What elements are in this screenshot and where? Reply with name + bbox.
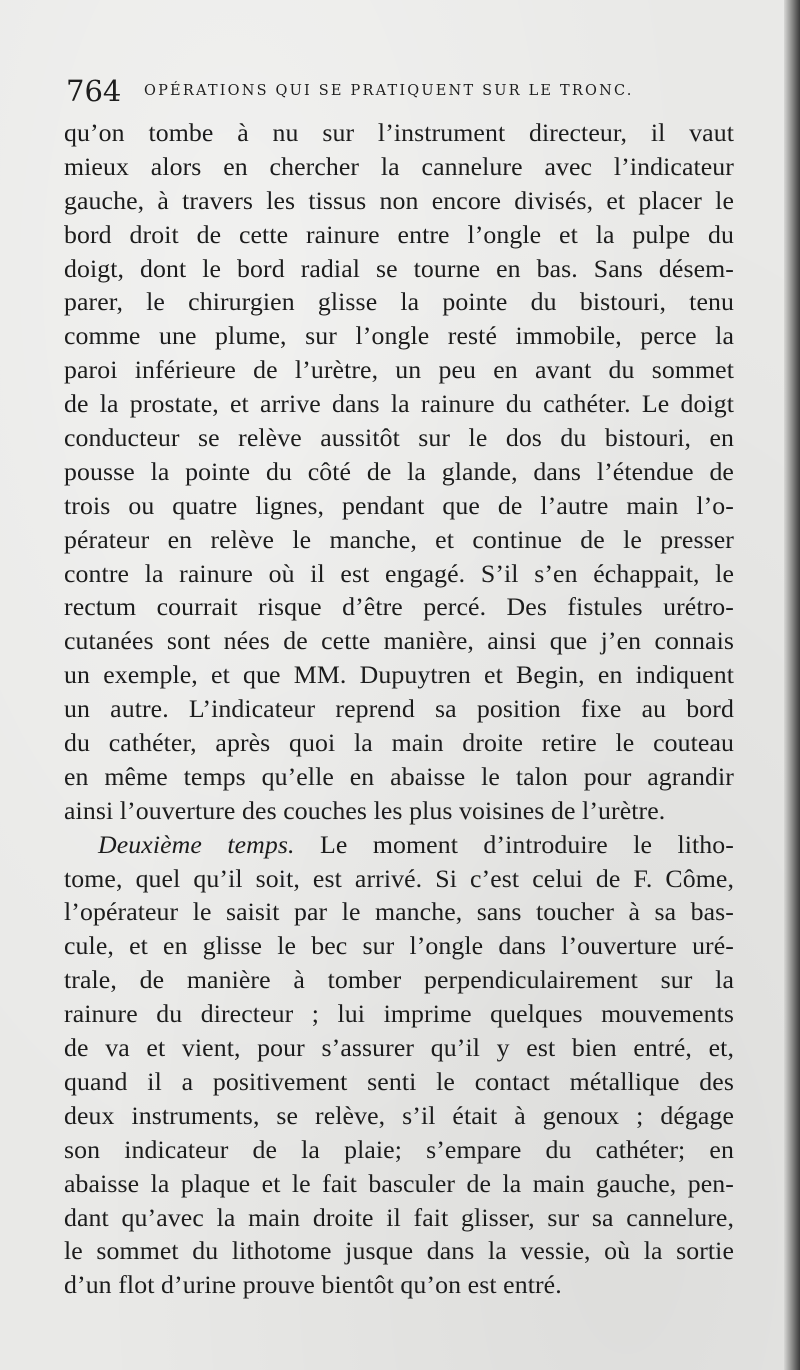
page-edge-shadow — [784, 0, 800, 1370]
text-line: de va et vient, pour s’assurer qu’il y est bien entré, et, — [64, 1033, 734, 1063]
text-line: rainure du directeur ; lui imprime quelques mouvements — [64, 999, 734, 1029]
text-line: mieux alors en chercher la cannelure avec l’indicateur — [64, 151, 734, 181]
text-line: pousse la pointe du côté de la glande, dans l’étendue de — [64, 456, 734, 486]
text-line: de la prostate, et arrive dans la rainure du cathéter. Le doigt — [64, 389, 734, 419]
text-line: le sommet du lithotome jusque dans la vessie, où la sortie — [64, 1236, 734, 1266]
text-line: comme une plume, sur l’ongle resté immobile, perce la — [64, 321, 734, 351]
text-line: cutanées sont nées de cette manière, ainsi que j’en connais — [64, 626, 734, 656]
text-line: doigt, dont le bord radial se tourne en bas. Sans désem- — [64, 253, 734, 283]
text-line: dant qu’avec la main droite il fait glisser, sur sa cannelure, — [64, 1202, 734, 1232]
text-line: en même temps qu’elle en abaisse le talon pour agrandir — [64, 761, 734, 791]
text-line: son indicateur de la plaie; s’empare du cathéter; en — [64, 1134, 734, 1164]
running-head-title: OPÉRATIONS QUI SE PRATIQUENT SUR LE TRONC. — [144, 83, 634, 99]
text-line: cule, et en glisse le bec sur l’ongle dans l’ouverture uré- — [64, 931, 734, 961]
text-line: ainsi l’ouverture des couches les plus voisines de l’urètre. — [64, 795, 666, 825]
text-line: quand il a positivement senti le contact métallique des — [64, 1066, 734, 1096]
text-line: d’un flot d’urine prouve bientôt qu’on est entré. — [64, 1270, 562, 1300]
text-fragment: Le moment d’introduire le litho- — [294, 829, 734, 859]
text-line: tome, quel qu’il soit, est arrivé. Si c’est celui de F. Côme, — [64, 863, 734, 893]
running-head — [66, 74, 706, 114]
text-line: paroi inférieure de l’urètre, un peu en avant du sommet — [64, 355, 734, 385]
page-number: 764 — [66, 74, 122, 108]
text-line: un autre. L’indicateur reprend sa position fixe au bord — [64, 694, 734, 724]
body-text — [64, 116, 734, 1302]
text-line: pérateur en relève le manche, et continue de le presser — [64, 524, 734, 554]
paragraph-2-first-line — [64, 828, 734, 862]
text-line: rectum courrait risque d’être percé. Des fistules urétro- — [64, 592, 734, 622]
section-heading: Deuxième temps. — [98, 829, 295, 859]
text-line: du cathéter, après quoi la main droite retire le couteau — [64, 728, 734, 758]
text-line: gauche, à travers les tissus non encore divisés, et placer le — [64, 185, 734, 215]
text-line: qu’on tombe à nu sur l’instrument directeur, il vaut — [64, 118, 734, 147]
text-line: trois ou quatre lignes, pendant que de l’autre main l’o- — [64, 490, 734, 520]
text-line: l’opérateur le saisit par le manche, sans toucher à sa bas- — [64, 897, 734, 927]
text-line: abaisse la plaque et le fait basculer de la main gauche, pen- — [64, 1168, 734, 1198]
text-line: un exemple, et que MM. Dupuytren et Begin, en indiquent — [64, 660, 734, 690]
text-line: deux instruments, se relève, s’il était à genoux ; dégage — [64, 1100, 734, 1130]
text-line: parer, le chirurgien glisse la pointe du bistouri, tenu — [64, 287, 734, 317]
text-line: bord droit de cette rainure entre l’ongle et la pulpe du — [64, 219, 734, 249]
text-line: trale, de manière à tomber perpendiculairement sur la — [64, 965, 734, 995]
text-line: conducteur se relève aussitôt sur le dos du bistouri, en — [64, 423, 734, 453]
text-line: contre la rainure où il est engagé. S’il s’en échappait, le — [64, 558, 734, 588]
